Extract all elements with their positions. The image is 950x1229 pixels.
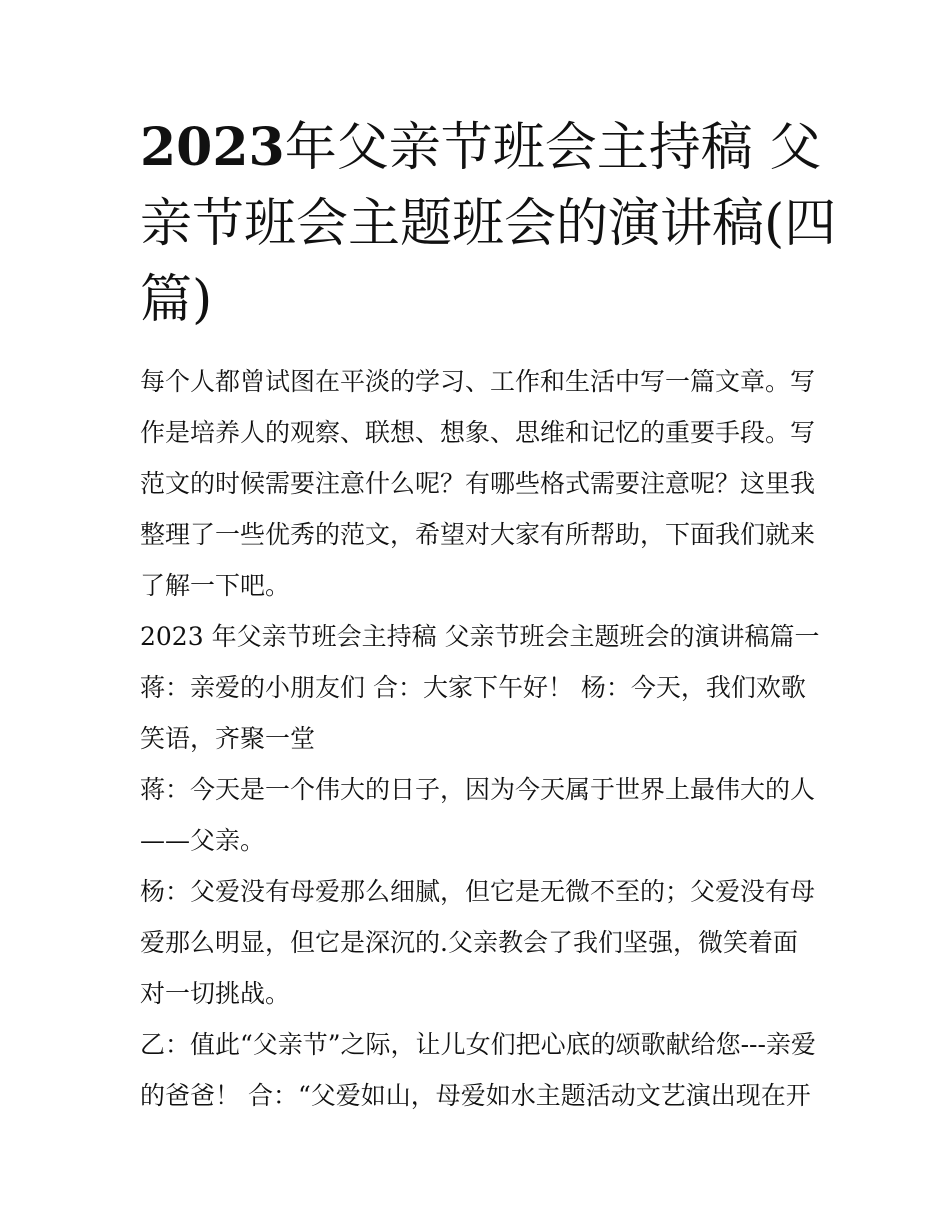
text-line: 对一切挑战。 xyxy=(140,979,291,1008)
dialogue-paragraph xyxy=(140,866,830,1019)
title-line xyxy=(140,186,837,262)
text-line: ——父亲。 xyxy=(140,826,266,855)
text-line: 蒋：亲爱的小朋友们 合：大家下午好！ 杨：今天，我们欢歌 xyxy=(140,673,806,702)
text-line: 的爸爸！ 合：“父爱如山，母爱如水主题活动文艺演出现在开 xyxy=(140,1081,811,1110)
title-text: 年父亲节班会主持稿 父 xyxy=(284,118,822,178)
title-line xyxy=(140,110,830,186)
text-line: 笑语，齐聚一堂 xyxy=(140,724,316,753)
text-line: 了解一下吧。 xyxy=(140,571,291,600)
title-year: 2023 xyxy=(140,117,285,178)
dialogue-paragraph xyxy=(140,662,830,764)
text-line: 蒋：今天是一个伟大的日子，因为今天属于世界上最伟大的人 xyxy=(140,775,816,804)
text-line: 范文的时候需要注意什么呢？有哪些格式需要注意呢？这里我 xyxy=(140,469,816,498)
text-line: 作是培养人的观察、联想、想象、思维和记忆的重要手段。写 xyxy=(140,418,816,447)
title-text: 亲节班会主题班会的演讲稿(四 xyxy=(140,194,837,254)
dialogue-paragraph xyxy=(140,764,830,866)
text-line: 2023 年父亲节班会主持稿 父亲节班会主题班会的演讲稿篇一 xyxy=(140,622,820,651)
title-line xyxy=(140,262,830,338)
document-title xyxy=(140,110,837,338)
text-line: 整理了一些优秀的范文，希望对大家有所帮助，下面我们就来 xyxy=(140,520,816,549)
text-line: 乙：值此“父亲节”之际，让儿女们把心底的颂歌献给您---亲爱 xyxy=(140,1030,816,1059)
title-text: 篇) xyxy=(140,270,213,330)
intro-paragraph xyxy=(140,356,830,611)
text-line: 杨：父爱没有母爱那么细腻，但它是无微不至的；父爱没有母 xyxy=(140,877,816,906)
text-line: 爱那么明显，但它是深沉的.父亲教会了我们坚强，微笑着面 xyxy=(140,928,798,957)
dialogue-paragraph xyxy=(140,1019,830,1121)
section-heading-paragraph xyxy=(140,611,830,662)
text-line: 每个人都曾试图在平淡的学习、工作和生活中写一篇文章。写 xyxy=(140,367,816,396)
document-body xyxy=(140,356,830,1121)
